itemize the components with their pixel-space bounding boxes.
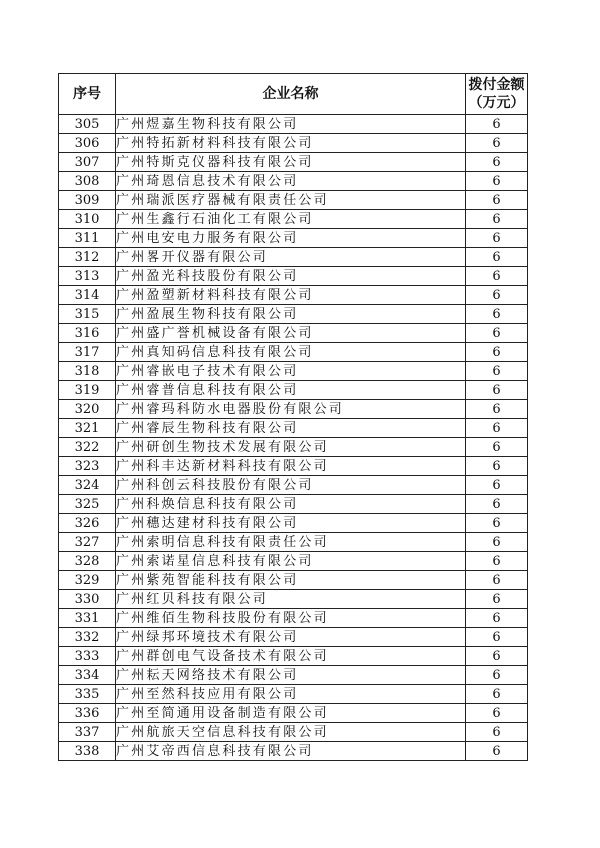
grant-amount: 6 (466, 457, 528, 476)
company-name: 广州维佰生物科技股份有限公司 (116, 609, 466, 628)
table-row (59, 609, 528, 628)
grant-amount: 6 (466, 400, 528, 419)
company-name: 广州煜嘉生物科技有限公司 (116, 115, 466, 134)
grant-amount: 6 (466, 267, 528, 286)
grant-amount: 6 (466, 362, 528, 381)
company-name: 广州红贝科技有限公司 (116, 590, 466, 609)
grant-amount: 6 (466, 552, 528, 571)
table-row (59, 381, 528, 400)
company-name: 广州至然科技应用有限公司 (116, 685, 466, 704)
table-row (59, 248, 528, 267)
table-row (59, 571, 528, 590)
table-row (59, 628, 528, 647)
grant-amount: 6 (466, 248, 528, 267)
row-number: 308 (59, 172, 116, 191)
table-row (59, 267, 528, 286)
grant-amount: 6 (466, 343, 528, 362)
company-name: 广州索诺星信息科技有限公司 (116, 552, 466, 571)
company-name: 广州盈光科技股份有限公司 (116, 267, 466, 286)
company-name: 广州盈展生物科技有限公司 (116, 305, 466, 324)
grant-amount: 6 (466, 685, 528, 704)
row-number: 307 (59, 153, 116, 172)
row-number: 312 (59, 248, 116, 267)
row-number: 333 (59, 647, 116, 666)
row-number: 306 (59, 134, 116, 153)
grant-amount: 6 (466, 590, 528, 609)
row-number: 329 (59, 571, 116, 590)
table-row (59, 457, 528, 476)
row-number: 310 (59, 210, 116, 229)
header-amount (466, 74, 528, 115)
row-number: 322 (59, 438, 116, 457)
table-row (59, 134, 528, 153)
grant-amount: 6 (466, 229, 528, 248)
table-row (59, 172, 528, 191)
table-row (59, 362, 528, 381)
table-row (59, 286, 528, 305)
table-row (59, 533, 528, 552)
header-company-name: 企业名称 (116, 74, 466, 115)
company-name: 广州群创电气设备技术有限公司 (116, 647, 466, 666)
row-number: 319 (59, 381, 116, 400)
company-name: 广州索明信息科技有限责任公司 (116, 533, 466, 552)
row-number: 316 (59, 324, 116, 343)
grant-amount: 6 (466, 647, 528, 666)
table-row (59, 400, 528, 419)
company-name: 广州电安电力服务有限公司 (116, 229, 466, 248)
row-number: 321 (59, 419, 116, 438)
table-row (59, 438, 528, 457)
company-name: 广州睿嵌电子技术有限公司 (116, 362, 466, 381)
table-row (59, 153, 528, 172)
row-number: 335 (59, 685, 116, 704)
row-number: 318 (59, 362, 116, 381)
table-row (59, 343, 528, 362)
table-row (59, 495, 528, 514)
table-row (59, 115, 528, 134)
row-number: 314 (59, 286, 116, 305)
table-row (59, 514, 528, 533)
table-row (59, 590, 528, 609)
header-amount-line2: （万元） (468, 95, 525, 111)
company-name: 广州盛广誉机械设备有限公司 (116, 324, 466, 343)
company-name: 广州琦恩信息技术有限公司 (116, 172, 466, 191)
grant-amount: 6 (466, 704, 528, 723)
grant-amount: 6 (466, 381, 528, 400)
company-name: 广州特斯克仪器科技有限公司 (116, 153, 466, 172)
grant-amount: 6 (466, 533, 528, 552)
table-row (59, 210, 528, 229)
company-name: 广州绿邦环境技术有限公司 (116, 628, 466, 647)
row-number: 330 (59, 590, 116, 609)
grant-amount: 6 (466, 476, 528, 495)
table-row (59, 647, 528, 666)
table-row (59, 666, 528, 685)
company-name: 广州生鑫行石油化工有限公司 (116, 210, 466, 229)
table-row (59, 229, 528, 248)
company-name: 广州盈塑新材料科技有限公司 (116, 286, 466, 305)
table-header-row (59, 74, 528, 115)
row-number: 315 (59, 305, 116, 324)
grant-amount: 6 (466, 609, 528, 628)
grant-amount: 6 (466, 495, 528, 514)
grant-amount: 6 (466, 666, 528, 685)
grant-amount: 6 (466, 514, 528, 533)
grant-amount: 6 (466, 419, 528, 438)
grant-amount: 6 (466, 723, 528, 742)
row-number: 327 (59, 533, 116, 552)
table-row (59, 685, 528, 704)
grant-amount: 6 (466, 324, 528, 343)
company-name: 广州真知码信息科技有限公司 (116, 343, 466, 362)
company-name: 广州至简通用设备制造有限公司 (116, 704, 466, 723)
company-name: 广州特拓新材料科技有限公司 (116, 134, 466, 153)
company-name: 广州穗达建材科技有限公司 (116, 514, 466, 533)
table-row (59, 552, 528, 571)
grant-amount: 6 (466, 210, 528, 229)
row-number: 338 (59, 742, 116, 761)
row-number: 326 (59, 514, 116, 533)
table-row (59, 476, 528, 495)
company-name: 广州科创云科技股份有限公司 (116, 476, 466, 495)
grant-amount: 6 (466, 115, 528, 134)
table-row (59, 191, 528, 210)
grant-amount: 6 (466, 742, 528, 761)
row-number: 305 (59, 115, 116, 134)
grant-amount: 6 (466, 153, 528, 172)
company-name: 广州睿普信息科技有限公司 (116, 381, 466, 400)
row-number: 337 (59, 723, 116, 742)
company-name: 广州紫苑智能科技有限公司 (116, 571, 466, 590)
row-number: 325 (59, 495, 116, 514)
company-name: 广州科焕信息科技有限公司 (116, 495, 466, 514)
table-row (59, 324, 528, 343)
company-name: 广州瑞派医疗器械有限责任公司 (116, 191, 466, 210)
row-number: 334 (59, 666, 116, 685)
company-name: 广州耘天网络技术有限公司 (116, 666, 466, 685)
table-row (59, 419, 528, 438)
company-name: 广州科丰达新材料科技有限公司 (116, 457, 466, 476)
grant-amount: 6 (466, 305, 528, 324)
row-number: 311 (59, 229, 116, 248)
table-row (59, 742, 528, 761)
grant-table (58, 73, 528, 761)
table-row (59, 305, 528, 324)
row-number: 332 (59, 628, 116, 647)
grant-amount: 6 (466, 134, 528, 153)
company-name: 广州睿玛科防水电器股份有限公司 (116, 400, 466, 419)
row-number: 320 (59, 400, 116, 419)
row-number: 313 (59, 267, 116, 286)
grant-amount: 6 (466, 571, 528, 590)
row-number: 309 (59, 191, 116, 210)
row-number: 323 (59, 457, 116, 476)
row-number: 324 (59, 476, 116, 495)
grant-amount: 6 (466, 286, 528, 305)
grant-amount: 6 (466, 438, 528, 457)
grant-amount: 6 (466, 628, 528, 647)
header-amount-line1: 拨付金额 (468, 77, 525, 93)
company-name: 广州畧开仪器有限公司 (116, 248, 466, 267)
company-name: 广州艾帝西信息科技有限公司 (116, 742, 466, 761)
row-number: 336 (59, 704, 116, 723)
company-name: 广州航旅天空信息科技有限公司 (116, 723, 466, 742)
table-row (59, 704, 528, 723)
company-name: 广州睿辰生物科技有限公司 (116, 419, 466, 438)
table-body (59, 115, 528, 761)
grant-amount: 6 (466, 172, 528, 191)
row-number: 331 (59, 609, 116, 628)
row-number: 317 (59, 343, 116, 362)
table-row (59, 723, 528, 742)
header-number: 序号 (59, 74, 116, 115)
company-name: 广州研创生物技术发展有限公司 (116, 438, 466, 457)
row-number: 328 (59, 552, 116, 571)
grant-amount: 6 (466, 191, 528, 210)
